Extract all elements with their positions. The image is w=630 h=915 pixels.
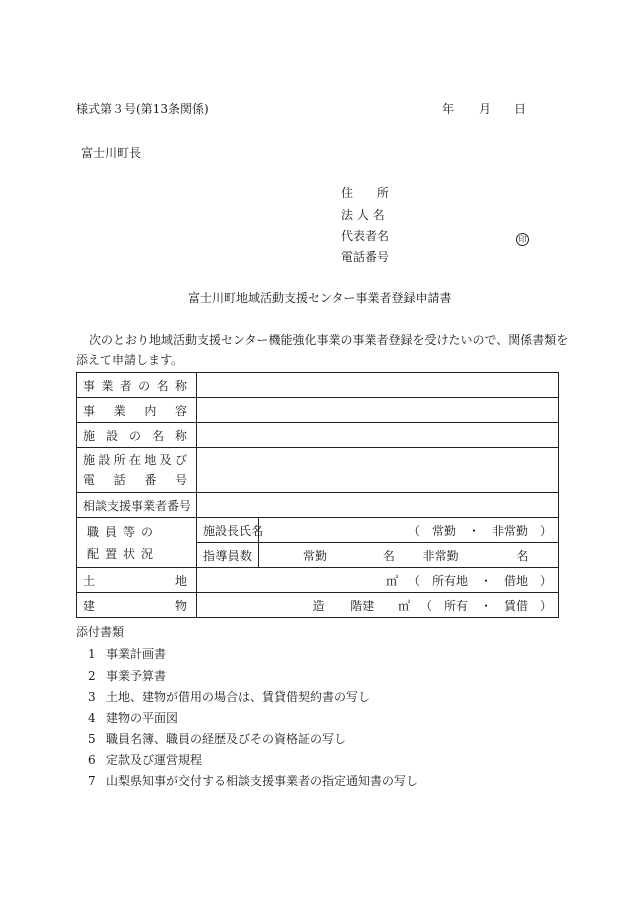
instructor-count-field[interactable] [259,543,559,568]
person-unit-1: 名 [382,548,395,563]
facility-name-field[interactable] [197,423,559,448]
address-label: 住 所 [341,186,390,200]
land-label: 土 地 [77,568,197,593]
building-structure-label: 造 [312,598,325,613]
attachments-heading: 添付書類 [76,625,125,639]
facility-location-field[interactable] [197,448,559,493]
facility-name-label: 施 設 の 名 称 [77,423,197,448]
list-item: 1 事業計画書 [88,647,167,661]
table-row [77,423,559,448]
seal-icon: 印 [516,230,529,246]
consultation-number-label: 相談支援事業者番号 [77,493,197,518]
list-item: 4 建物の平面図 [88,711,179,725]
form-number: 様式第３号(第13条関係) [76,102,209,116]
staff-placement-label: 職 員 等 の 配 置 状 況 [77,518,197,568]
land-unit: ㎡ [386,573,399,588]
building-floors-label: 階建 [350,598,375,613]
facility-location-label: 施 設 所 在 地 及 び 電 話 番 号 [77,448,197,493]
document-title: 富士川町地域活動支援センター事業者登録申請書 [188,291,452,305]
date-month-label: 月 [479,102,492,116]
building-field[interactable] [197,593,559,618]
business-name-label: 事 業 者 の 名 称 [77,373,197,398]
body-text-line2: 添えて申請します。 [76,353,184,367]
date-day-label: 日 [514,102,527,116]
table-row [77,448,559,493]
person-unit-2: 名 [516,548,529,563]
parttime-label: 非常勤 [422,548,459,563]
table-row [77,373,559,398]
list-item: 2 事業予算書 [88,669,167,683]
director-name-label: 施 設 長 氏 名 [197,518,259,543]
table-row [77,493,559,518]
table-row [77,518,559,543]
application-table [76,372,559,618]
list-item: 3 土地、建物が借用の場合は、賃貸借契約書の写し [88,690,371,704]
land-ownership-options: （ 所有地 ・ 借地 ） [407,573,552,588]
business-content-field[interactable] [197,398,559,423]
table-row [77,568,559,593]
director-name-field[interactable] [259,518,559,543]
list-item: 7 山梨県知事が交付する相談支援事業者の指定通知書の写し [88,774,419,788]
consultation-number-field[interactable] [197,493,559,518]
land-field[interactable] [197,568,559,593]
director-employment-options: （ 常勤 ・ 非常勤 ） [407,523,552,538]
date-year-label: 年 [442,102,455,116]
building-ownership-options: （ 所有 ・ 賃借 ） [419,598,552,613]
table-row [77,593,559,618]
table-row [77,398,559,423]
building-unit: ㎡ [398,598,411,613]
addressee: 富士川町長 [81,146,142,160]
body-text-line1: 次のとおり地域活動支援センター機能強化事業の事業者登録を受けたいので、関係書類を [89,333,569,347]
instructor-count-label: 指 導 員 数 [197,543,259,568]
business-name-field[interactable] [197,373,559,398]
representative-label: 代表者名 [341,229,390,243]
fulltime-label: 常勤 [303,548,328,563]
building-label: 建 物 [77,593,197,618]
list-item: 6 定款及び運営規程 [88,753,203,767]
corporation-name-label: 法 人 名 [341,208,385,222]
business-content-label: 事 業 内 容 [77,398,197,423]
phone-label: 電話番号 [341,250,390,264]
list-item: 5 職員名簿、職員の経歴及びその資格証の写し [88,732,347,746]
